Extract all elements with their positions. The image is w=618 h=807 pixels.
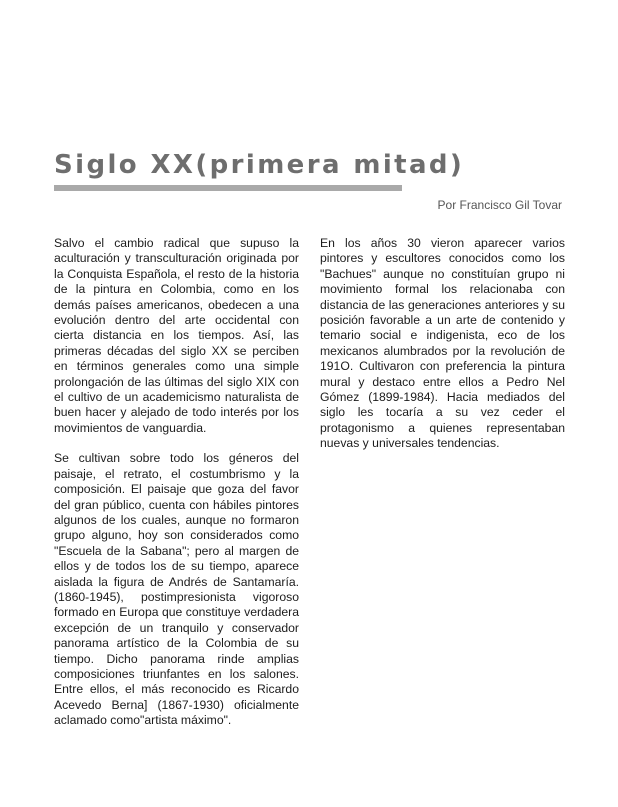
paragraph: Se cultivan sobre todo los géneros del paisaje, el retrato, el costumbrismo y la composición. El paisaje que goza del favor del gran público, cuenta con hábiles pintores algunos de los cuales, aunque no formaron grupo alguno, hoy son considerados como "Escuela de la Sabana"; pero al margen de ellos y de todos los de su tiempo, aparece aislada la figura de Andrés de Santamaría. (1860-1945), postimpresionista vigoroso formado en Europa que constituye verdadera excepción de un tranquilo y conservador panorama artístico de la Colombia de su tiempo. Dicho panorama rinde amplias composiciones triunfantes en los salones. Entre ellos, el más reconocido es Ricardo Acevedo Berna] (1867-1930) oficialmente aclamado como"artista máximo". — [54, 451, 299, 728]
right-column — [320, 236, 565, 467]
left-column — [54, 236, 299, 744]
paragraph: Salvo el cambio radical que supuso la aculturación y transculturación originada por la Conquista Española, el resto de la historia de la pintura en Colombia, como en los demás países americanos, obedecen a una evolución dentro del arte occidental con cierta distancia en los tiempos. Así, las primeras décadas del siglo XX se perciben en términos generales como una simple prolongación de las últimas del siglo XIX con el cultivo de un academicismo naturalista de buen hacer y alejado de todo interés por los movimientos de vanguardia. — [54, 236, 299, 435]
title-underline — [54, 185, 402, 191]
page-title: Siglo XX(primera mitad) — [54, 150, 465, 180]
author-byline: Por Francisco Gil Tovar — [437, 198, 562, 212]
paragraph: En los años 30 vieron aparecer varios pintores y escultores conocidos como los "Bachues" aunque no constituían grupo ni movimiento formal los relacionaba con distancia de las generaciones anteriores y su posición favorable a un arte de contenido y temario social e indigenista, eco de los mexicanos alumbrados por la revolución de 191O. Cultivaron con preferencia la pintura mural y destaco entre ellos a Pedro Nel Gómez (1899-1984). Hacia mediados del siglo les tocaría a su vez ceder el protagonismo a quienes representaban nuevas y universales tendencias. — [320, 236, 565, 451]
